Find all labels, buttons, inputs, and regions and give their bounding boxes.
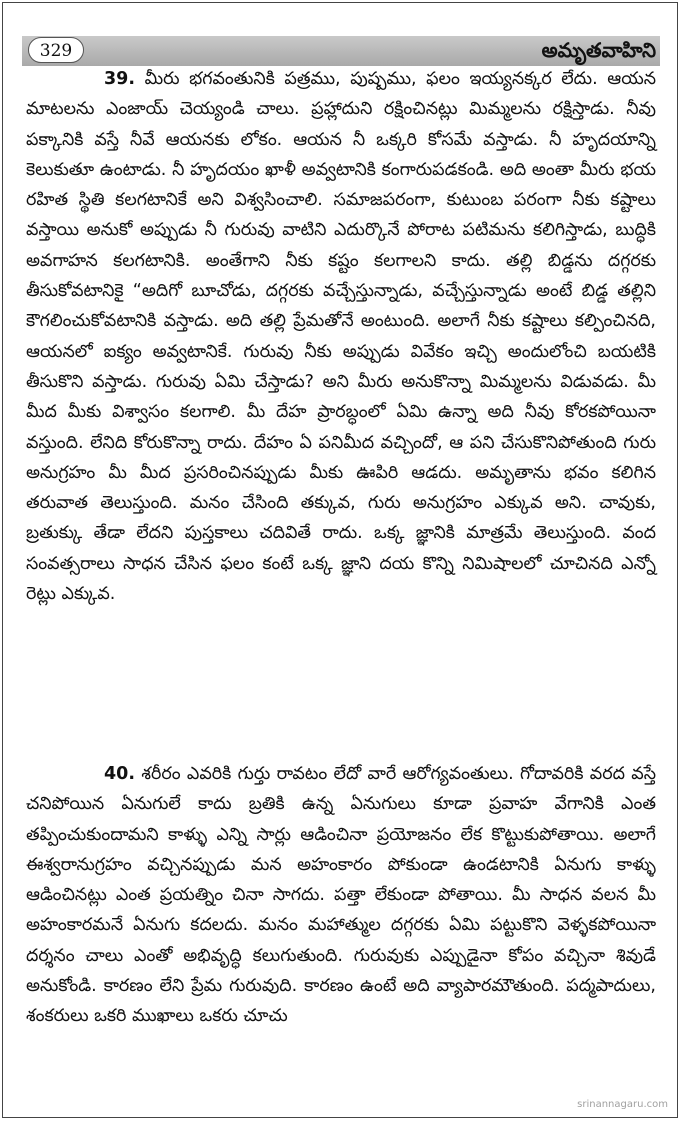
- paragraph-40: [26, 759, 656, 1032]
- paragraph-number: 39.: [104, 69, 136, 89]
- paragraph-text: మీరు భగవంతునికి పత్రము, పుష్పము, ఫలం ఇయ్యనక్కర లేదు. ఆయన మాటలను ఎంజాయ్ చెయ్యండి చాలు. ప్రహ్లాదుని రక్షించినట్లు మిమ్మలను రక్షిస్తాడు. నీవు పక్కానికి వస్తే నీవే ఆయనకు లోకం. ఆయన నీ ఒక్కరి కోసమే వస్తాడు. నీ హృదయాన్ని కెలుకుతూ ఉంటాడు. నీ హృదయం ఖాళీ అవ్వటానికి కంగారుపడకండి. అది అంతా మీరు భయ రహిత స్థితి కలగటానికే అని విశ్వసించాలి. సమాజపరంగా, కుటుంబ పరంగా నీకు కష్టాలు వస్తాయి అనుకో అప్పుడు నీ గురువు వాటిని ఎదుర్కొనే పోరాట పటిమను కలిగిస్తాడు, బుద్ధికి అవగాహన కలగటానికి. అంతేగాని నీకు కష్టం కలగాలని కాదు. తల్లి బిడ్డను దగ్గరకు తీసుకోవటానికై “అదిగో బూచోడు, దగ్గరకు వచ్చేస్తున్నాడు, వచ్చేస్తున్నాడు అంటే బిడ్డ తల్లిని కౌగలించుకోవటానికి వస్తాడు. అది తల్లి ప్రేమతోనే అంటుంది. అలాగే నీకు కష్టాలు కల్పించినది, ఆయనలో ఐక్యం అవ్వటానికే. గురువు నీకు అప్పుడు వివేకం ఇచ్చి అందులోంచి బయటికి తీసుకొని వస్తాడు. గురువు ఏమి చేస్తాడు? అని మీరు అనుకొన్నా మిమ్మలను విడువడు. మీ మీద మీకు విశ్వాసం కలగాలి. మీ దేహ ప్రారబ్ధంలో ఏమి ఉన్నా అది నీవు కోరకపోయినా వస్తుంది. లేనిది కోరుకొన్నా రాదు. దేహం ఏ పనిమీద వచ్చిందో, ఆ పని చేసుకొనిపోతుంది గురు అనుగ్రహం మీ మీద ప్రసరించినప్పుడు మీకు ఊపిరి ఆడదు. అమృతాను భవం కలిగిన తరువాత తెలుస్తుంది. మనం చేసింది తక్కువ, గురు అనుగ్రహం ఎక్కువ అని. చావుకు, బ్రతుక్కు తేడా లేదని పుస్తకాలు చదివితే రాదు. ఒక్క జ్ఞానికి మాత్రమే తెలుస్తుంది. వంద సంవత్సరాలు సాధన చేసిన ఫలం కంటే ఒక్క జ్ఞాని దయ కొన్ని నిమిషాలలో చూచినది ఎన్నో రెట్లు ఎక్కువ.: [26, 69, 656, 605]
- page-number: 329: [28, 37, 84, 63]
- paragraph-number: 40.: [104, 764, 136, 784]
- paragraph-text: శరీరం ఎవరికి గుర్తు రావటం లేదో వారే ఆరోగ్యవంతులు. గోదావరికి వరద వస్తే చనిపోయిన ఏనుగులే కాదు బ్రతికి ఉన్న ఏనుగులు కూడా ప్రవాహ వేగానికి ఎంత తప్పించుకుందామని కాళ్ళు ఎన్ని సార్లు ఆడించినా ప్రయోజనం లేక కొట్టుకుపోతాయి. అలాగే ఈశ్వరానుగ్రహం వచ్చినప్పుడు మన అహంకారం పోకుండా ఉండటానికి ఏనుగు కాళ్ళు ఆడించినట్లు ఎంత ప్రయత్నిం చినా సాగదు. పత్తా లేకుండా పోతాయి. మీ సాధన వలన మీ అహంకారమనే ఏనుగు కదలదు. మనం మహాత్ముల దగ్గరకు ఏమి పట్టుకొని వెళ్ళకపోయినా దర్శనం చాలు ఎంతో అభివృద్ధి కలుగుతుంది. గురువుకు ఎప్పుడైనా కోపం వచ్చినా శివుడే అనుకోండి. కారణం లేని ప్రేమ గురువుది. కారణం ఉంటే అది వ్యాపారమౌతుంది. పద్మపాదులు, శంకరులు ఒకరి ముఖాలు ఒకరు చూచు: [26, 764, 656, 1027]
- paragraph-39: [26, 64, 656, 609]
- book-title: అమృతవాహిని: [541, 38, 656, 62]
- watermark: srinannagaru.com: [577, 1099, 668, 1110]
